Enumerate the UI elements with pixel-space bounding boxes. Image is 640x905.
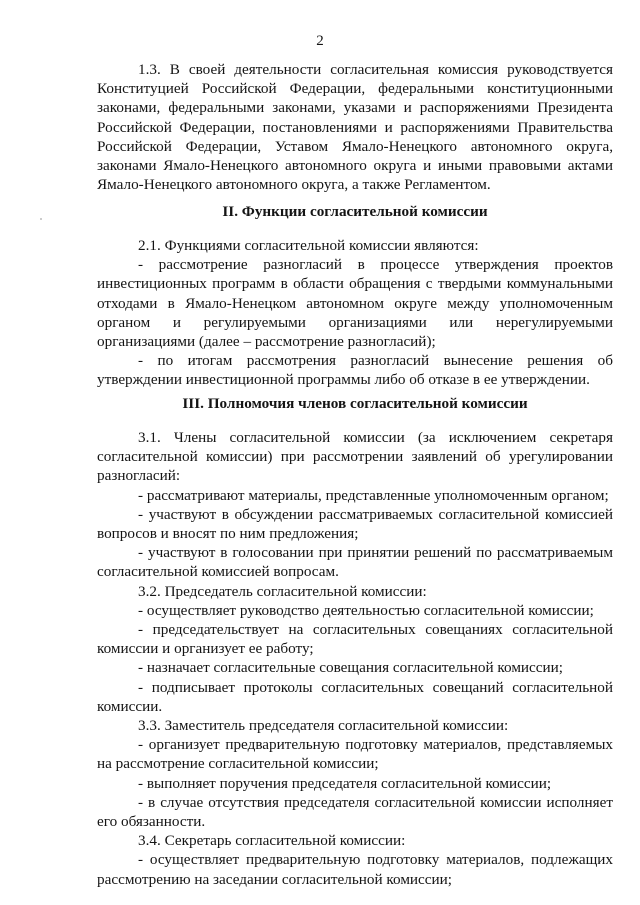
paragraph-1-3: 1.3. В своей деятельности согласительная комиссия руководствуется Конституцией Российской Федерации, федеральными конституционными законами, федеральными законами, указами и распоряжениями Президента Российской Федерации, постановлениями и распоряжениями Правительства Российской Федерации, Уставом Ямало-Ненецкого автономного округа, законами Ямало-Ненецкого автономного округа и иными правовыми актами Ямало-Ненецкого автономного округа, а также Регламентом.	[97, 61, 613, 194]
list-item: - в случае отсутствия председателя согласительной комиссии исполняет его обязанности.	[97, 793, 613, 831]
paragraph-3-4: 3.4. Секретарь согласительной комиссии:	[138, 832, 406, 850]
list-item: - осуществляет руководство деятельностью согласительной комиссии;	[138, 601, 594, 619]
list-item: - по итогам рассмотрения разногласий вынесение решения об утверждении инвестиционной программы либо об отказе в ее утверждении.	[97, 352, 613, 389]
list-item: - рассматривают материалы, представленные уполномоченным органом;	[138, 486, 609, 504]
list-item: - председательствует на согласительных совещаниях согласительной комиссии и организует ее работу;	[97, 621, 613, 658]
list-item: - назначает согласительные совещания согласительной комиссии;	[138, 659, 564, 677]
section-2-heading: II. Функции согласительной комиссии	[222, 203, 488, 220]
scan-speck	[40, 218, 42, 220]
list-item: - рассмотрение разногласий в процессе утверждения проектов инвестиционных программ в области обращения с твердыми коммунальными отходами в Ямало-Ненецком автономном округе между уполномоченным органом и регулируемыми организациями или нерегулируемыми организациями (далее – рассмотрение разногласий);	[97, 256, 613, 351]
section-1-body	[97, 60, 613, 194]
list-item: - участвуют в голосовании при принятии решений по рассматриваемым согласительной комиссией вопросам.	[97, 544, 613, 581]
list-item: - подписывает протоколы согласительных совещаний согласительной комиссии.	[97, 678, 613, 715]
section-3-heading: III. Полномочия членов согласительной комиссии	[182, 395, 528, 412]
paragraph-3-3: 3.3. Заместитель председателя согласительной комиссии:	[138, 717, 509, 735]
list-item: - осуществляет предварительную подготовку материалов, подлежащих рассмотрению на заседании согласительной комиссии;	[97, 851, 613, 888]
list-item: - выполняет поручения председателя согласительной комиссии;	[138, 774, 552, 792]
section-2-body	[97, 236, 613, 390]
list-item: - организует предварительную подготовку материалов, представляемых на рассмотрение согласительной комиссии;	[97, 736, 613, 773]
paragraph-3-2: 3.2. Председатель согласительной комиссии:	[138, 582, 427, 600]
paragraph-2-1: 2.1. Функциями согласительной комиссии являются:	[138, 237, 479, 254]
list-item: - участвуют в обсуждении рассматриваемых согласительной комиссией вопросов и вносят по ним предложения;	[97, 505, 613, 543]
page-number: 2	[316, 33, 324, 49]
paragraph-3-1: 3.1. Члены согласительной комиссии (за исключением секретаря согласительной комиссии) при рассмотрении заявлений об урегулировании разногласий:	[97, 429, 613, 485]
section-3-body	[97, 428, 613, 889]
